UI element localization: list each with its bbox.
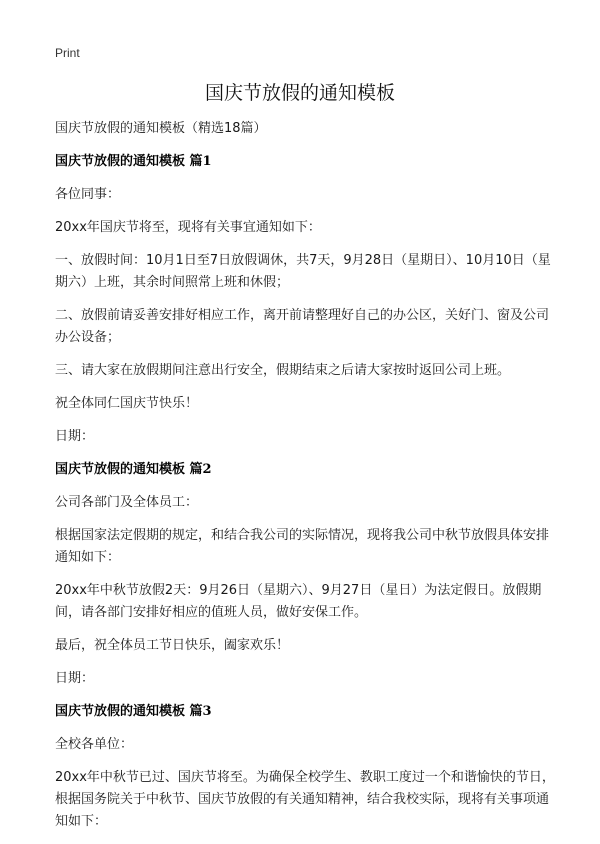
paragraph: 祝全体同仁国庆节快乐！ (55, 396, 199, 411)
document-title: 国庆节放假的通知模板 (204, 82, 395, 104)
paragraph: 20xx年中秋节已过、国庆节将至。为确保全校学生、教职工度过一个和谐愉快的节日，根据国务院关于中秋节、国庆节放假的有关通知精神，结合我校实际，现将有关事项通知如下： (55, 770, 555, 829)
paragraph: 最后，祝全体员工节日快乐，阖家欢乐！ (55, 638, 290, 653)
paragraph: 全校各单位： (55, 737, 134, 752)
section-heading-3: 国庆节放假的通知模板 篇3 (55, 704, 212, 719)
print-label: Print (55, 46, 80, 60)
document-body (55, 118, 555, 844)
date-line: 日期： (55, 429, 95, 444)
paragraph: 公司各部门及全体员工： (55, 495, 199, 510)
paragraph: 二、放假前请妥善安排好相应工作，离开前请整理好自己的办公区，关好门、窗及公司办公设备； (55, 308, 550, 345)
paragraph: 三、请大家在放假期间注意出行安全，假期结束之后请大家按时返回公司上班。 (55, 363, 511, 378)
paragraph: 一、放假时间：10月1日至7日放假调休，共7天，9月28日（星期日）、10月10日（星期六）上班，其余时间照常上班和休假； (55, 253, 551, 290)
date-line: 日期： (55, 671, 95, 686)
paragraph: 根据国家法定假期的规定，和结合我公司的实际情况，现将我公司中秋节放假具体安排通知如下： (55, 528, 550, 565)
section-heading-2: 国庆节放假的通知模板 篇2 (55, 462, 212, 477)
section-heading-1: 国庆节放假的通知模板 篇1 (55, 154, 212, 169)
paragraph: 20xx年中秋节放假2天：9月26日（星期六）、9月27日（星日）为法定假日。放假期间，请各部门安排好相应的值班人员，做好安保工作。 (55, 583, 542, 620)
paragraph: 各位同事： (55, 187, 121, 202)
subtitle: 国庆节放假的通知模板（精选18篇） (55, 121, 267, 136)
paragraph: 20xx年国庆节将至，现将有关事宜通知如下： (55, 220, 321, 235)
